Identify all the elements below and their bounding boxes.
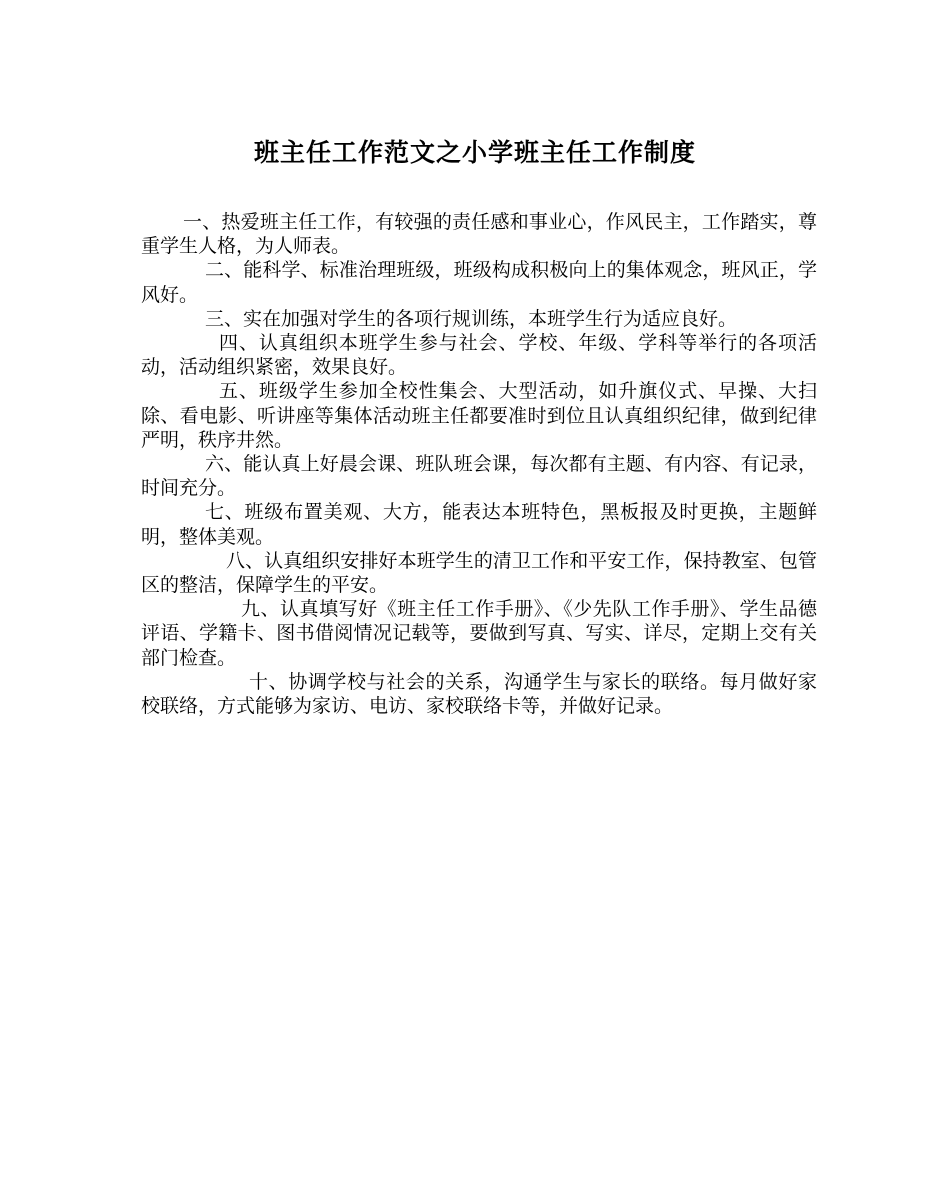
paragraph-1: 一、热爱班主任工作，有较强的责任感和事业心，作风民主，工作踏实，尊重学生人格，为人师表。 [141, 211, 817, 258]
paragraph-4: 四、认真组织本班学生参与社会、学校、年级、学科等举行的各项活动，活动组织紧密，效果良好。 [141, 332, 817, 379]
paragraph-7: 七、班级布置美观、大方，能表达本班特色，黑板报及时更换，主题鲜明，整体美观。 [141, 501, 817, 548]
document-body [141, 210, 817, 718]
paragraph-10: 十、协调学校与社会的关系，沟通学生与家长的联络。每月做好家校联络，方式能够为家访、电访、家校联络卡等，并做好记录。 [141, 670, 817, 718]
paragraph-3: 三、实在加强对学生的各项行规训练，本班学生行为适应良好。 [205, 307, 738, 330]
paragraph-9: 九、认真填写好《班主任工作手册》、《少先队工作手册》、学生品德评语、学籍卡、图书借阅情况记载等，要做到写真、写实、详尽，定期上交有关部门检查。 [141, 598, 817, 669]
document-title: 班主任工作范文之小学班主任工作制度 [253, 138, 696, 167]
paragraph-6: 六、能认真上好晨会课、班队班会课，每次都有主题、有内容、有记录，时间充分。 [141, 453, 817, 500]
paragraph-8: 八、认真组织安排好本班学生的清卫工作和平安工作，保持教室、包管区的整洁，保障学生的平安。 [141, 549, 817, 597]
paragraph-2: 二、能科学、标准治理班级，班级构成积极向上的集体观念，班风正，学风好。 [141, 259, 817, 306]
paragraph-5: 五、班级学生参加全校性集会、大型活动，如升旗仪式、早操、大扫除、看电影、听讲座等集体活动班主任都要准时到位且认真组织纪律，做到纪律严明，秩序井然。 [141, 380, 817, 451]
